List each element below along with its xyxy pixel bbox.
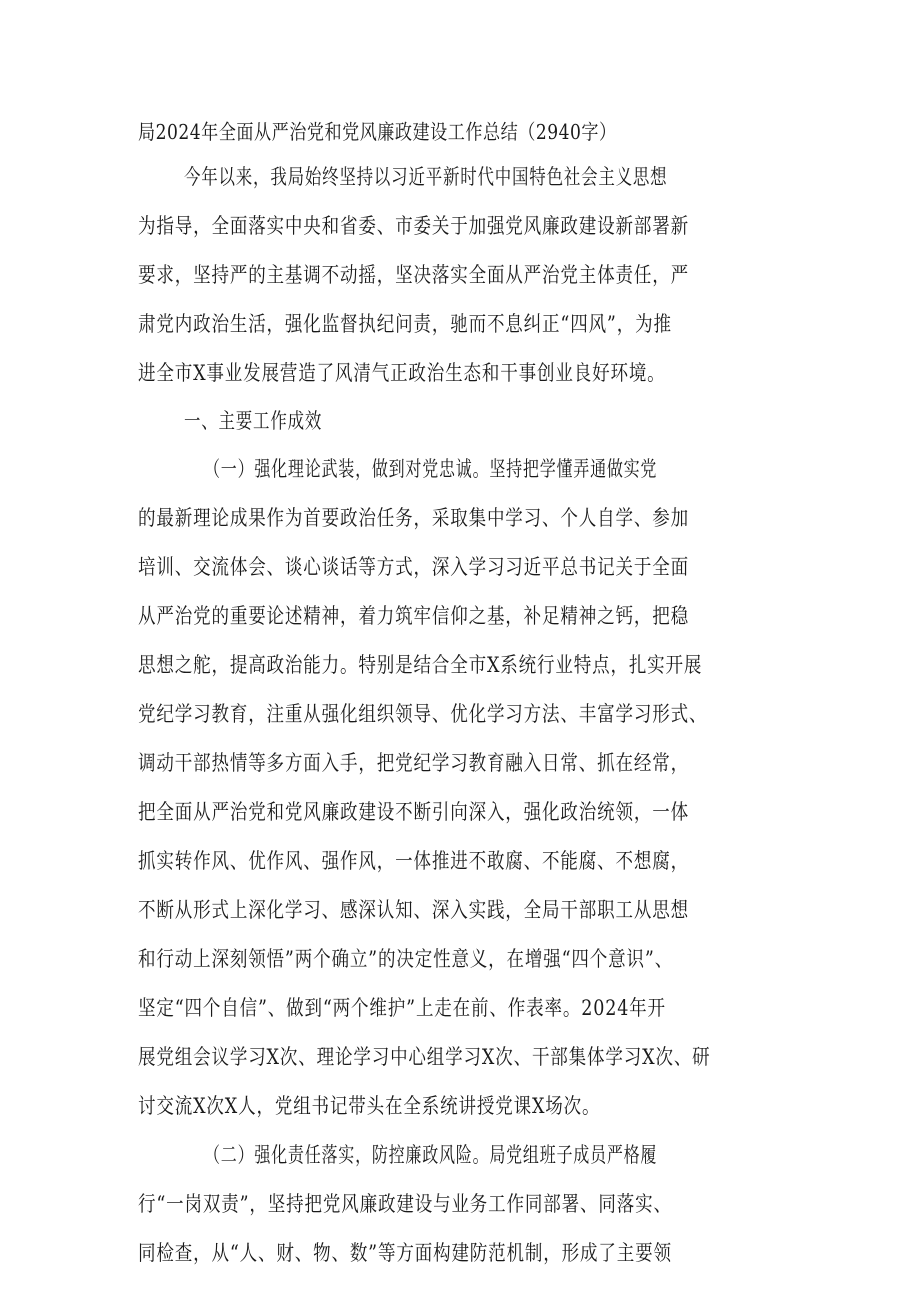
part1-line-4: 从严治党的重要论述精神，着力筑牢信仰之基，补足精神之钙，把稳	[138, 604, 689, 628]
part1-line-11: 和行动上深刻领悟”两个确立”的决定性意义，在增强“四个意识”、	[138, 947, 674, 971]
part1-line-6: 党纪学习教育，注重从强化组织领导、优化学习方法、丰富学习形式、	[138, 702, 708, 726]
intro-line-4: 肃党内政治生活，强化监督执纪问责，驰而不息纠正“四风”，为推	[138, 312, 672, 336]
part1-line-14: 讨交流X次X人，党组书记带头在全系统讲授党课X场次。	[138, 1094, 601, 1118]
part1-line-7: 调动干部热情等多方面入手，把党纪学习教育融入日常、抓在经常，	[138, 751, 689, 775]
section-heading: 一、主要工作成效	[184, 409, 323, 433]
part2-line-3: 同检查，从“人、财、物、数”等方面构建防范机制，形成了主要领	[138, 1241, 672, 1265]
part1-line-1: （一）强化理论武装，做到对党忠诚。坚持把学懂弄通做实党	[204, 457, 658, 481]
part1-line-9: 抓实转作风、优作风、强作风，一体推进不敢腐、不能腐、不想腐，	[138, 849, 689, 873]
part2-line-2: 行“一岗双责”，坚持把党风廉政建设与业务工作同部署、同落实、	[138, 1192, 672, 1216]
intro-line-2: 为指导，全面落实中央和省委、市委关于加强党风廉政建设新部署新	[138, 214, 689, 238]
intro-line-5: 进全市X事业发展营造了风清气正政治生态和干事创业良好环境。	[138, 361, 666, 385]
intro-line-1: 今年以来，我局始终坚持以习近平新时代中国特色社会主义思想	[184, 165, 668, 189]
part1-line-13: 展党组会议学习X次、理论学习中心组学习X次、干部集体学习X次、研	[138, 1045, 711, 1069]
part1-line-5: 思想之舵，提高政治能力。特别是结合全市X系统行业特点，扎实开展	[138, 653, 703, 677]
part2-line-1: （二）强化责任落实，防控廉政风险。局党组班子成员严格履	[204, 1143, 658, 1167]
part1-line-8: 把全面从严治党和党风廉政建设不断引向深入，强化政治统领，一体	[138, 800, 689, 824]
document-title: 局2024年全面从严治党和党风廉政建设工作总结（2940字）	[138, 120, 617, 144]
part1-line-10: 不断从形式上深化学习、感深认知、深入实践，全局干部职工从思想	[138, 898, 689, 922]
intro-line-3: 要求，坚持严的主基调不动摇，坚决落实全面从严治党主体责任，严	[138, 263, 689, 287]
part1-line-2: 的最新理论成果作为首要政治任务，采取集中学习、个人自学、参加	[138, 506, 689, 530]
part1-line-12: 坚定“四个自信”、做到“两个维护”上走在前、作表率。2024年开	[138, 996, 666, 1020]
part1-line-3: 培训、交流体会、谈心谈话等方式，深入学习习近平总书记关于全面	[138, 555, 689, 579]
